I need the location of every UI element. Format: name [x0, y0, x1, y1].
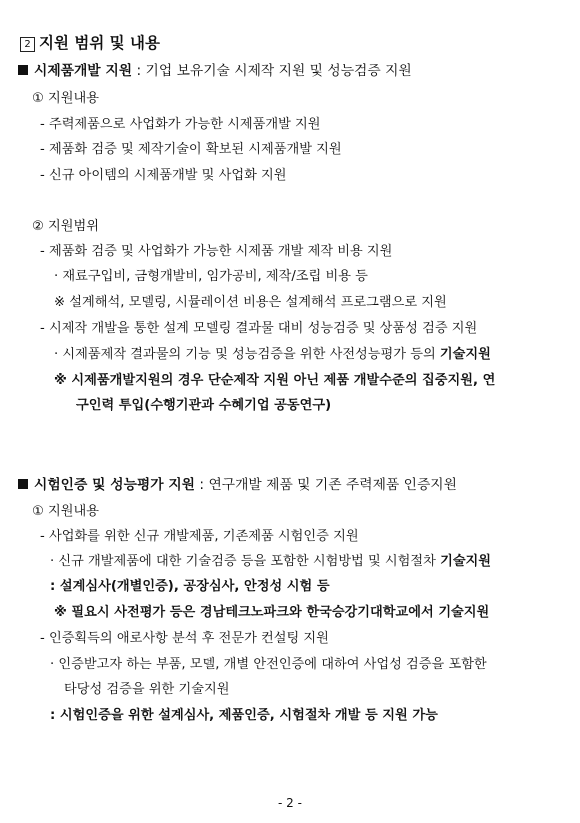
prototype-content-item-1: - 주력제품으로 사업화가 가능한 시제품개발 지원 [40, 117, 321, 132]
prototype-heading [18, 62, 412, 80]
prototype-content-item-2: - 제품화 검증 및 제작기술이 확보된 시제품개발 지원 [40, 142, 342, 157]
certification-item-1-subdetail: : 설계심사(개별인증), 공장심사, 안정성 시험 등 [50, 579, 330, 594]
prototype-scope-item-1-detail: · 재료구입비, 금형개발비, 임가공비, 제작/조립 비용 등 [54, 269, 368, 284]
prototype-content-item-3: - 신규 아이템의 시제품개발 및 사업화 지원 [40, 168, 287, 183]
certification-heading [18, 476, 457, 494]
prototype-description: 기업 보유기술 시제작 지원 및 성능검증 지원 [145, 63, 412, 79]
certification-item-2-subdetail: : 시험인증을 위한 설계심사, 제품인증, 시험절차 개발 등 지원 가능 [50, 708, 438, 723]
certification-separator: : [195, 477, 209, 493]
prototype-scope-item-2-detail [54, 346, 491, 364]
prototype-scope-label: ② 지원범위 [32, 219, 99, 234]
prototype-scope-item-2-note-line-1: ※ 시제품개발지원의 경우 단순제작 지원 아닌 제품 개발수준의 집중지원, 연 [54, 373, 496, 388]
prototype-scope-item-2-note-line-2: 구인력 투입(수행기관과 수혜기업 공동연구) [76, 398, 332, 413]
prototype-scope-item-2: - 시제작 개발을 통한 설계 모델링 결과물 대비 성능검증 및 상품성 검증 지원 [40, 321, 478, 336]
prototype-separator: : [132, 63, 146, 79]
certification-item-1: - 사업화를 위한 신규 개발제품, 기존제품 시험인증 지원 [40, 529, 359, 544]
certification-item-1-detail [50, 553, 491, 571]
certification-item-1-detail-bold: 기술지원 [440, 554, 492, 569]
black-square-bullet-icon [18, 479, 28, 489]
section-title: 지원 범위 및 내용 [39, 34, 161, 52]
prototype-scope-item-1: - 제품화 검증 및 사업화가 가능한 시제품 개발 제작 비용 지원 [40, 244, 393, 259]
page-number: - 2 - [278, 796, 302, 810]
prototype-content-label: ① 지원내용 [32, 91, 99, 106]
prototype-title: 시제품개발 지원 [34, 63, 133, 79]
certification-item-1-note: ※ 필요시 사전평가 등은 경남테크노파크와 한국승강기대학교에서 기술지원 [54, 605, 490, 620]
prototype-scope-item-2-detail-bold: 기술지원 [439, 347, 491, 362]
certification-item-2-detail-line-1: · 인증받고자 하는 부품, 모델, 개별 안전인증에 대하여 사업성 검증을 포함한 [50, 657, 487, 672]
certification-description: 연구개발 제품 및 기존 주력제품 인증지원 [208, 477, 457, 493]
section-number-box: 2 [20, 37, 35, 52]
certification-item-2: - 인증획득의 애로사항 분석 후 전문가 컨설팅 지원 [40, 631, 329, 646]
black-square-bullet-icon [18, 65, 28, 75]
certification-title: 시험인증 및 성능평가 지원 [34, 477, 196, 493]
certification-item-2-detail-line-2: 타당성 검증을 위한 기술지원 [64, 682, 230, 697]
prototype-scope-item-2-detail-text: · 시제품제작 결과물의 기능 및 성능검증을 위한 사전성능평가 등의 [54, 347, 440, 362]
certification-content-label: ① 지원내용 [32, 504, 99, 519]
section-heading [20, 34, 160, 52]
certification-item-1-detail-text: · 신규 개발제품에 대한 기술검증 등을 포함한 시험방법 및 시험절차 [50, 554, 441, 569]
prototype-scope-item-1-note: ※ 설계해석, 모델링, 시뮬레이션 비용은 설계해석 프로그램으로 지원 [54, 295, 447, 310]
